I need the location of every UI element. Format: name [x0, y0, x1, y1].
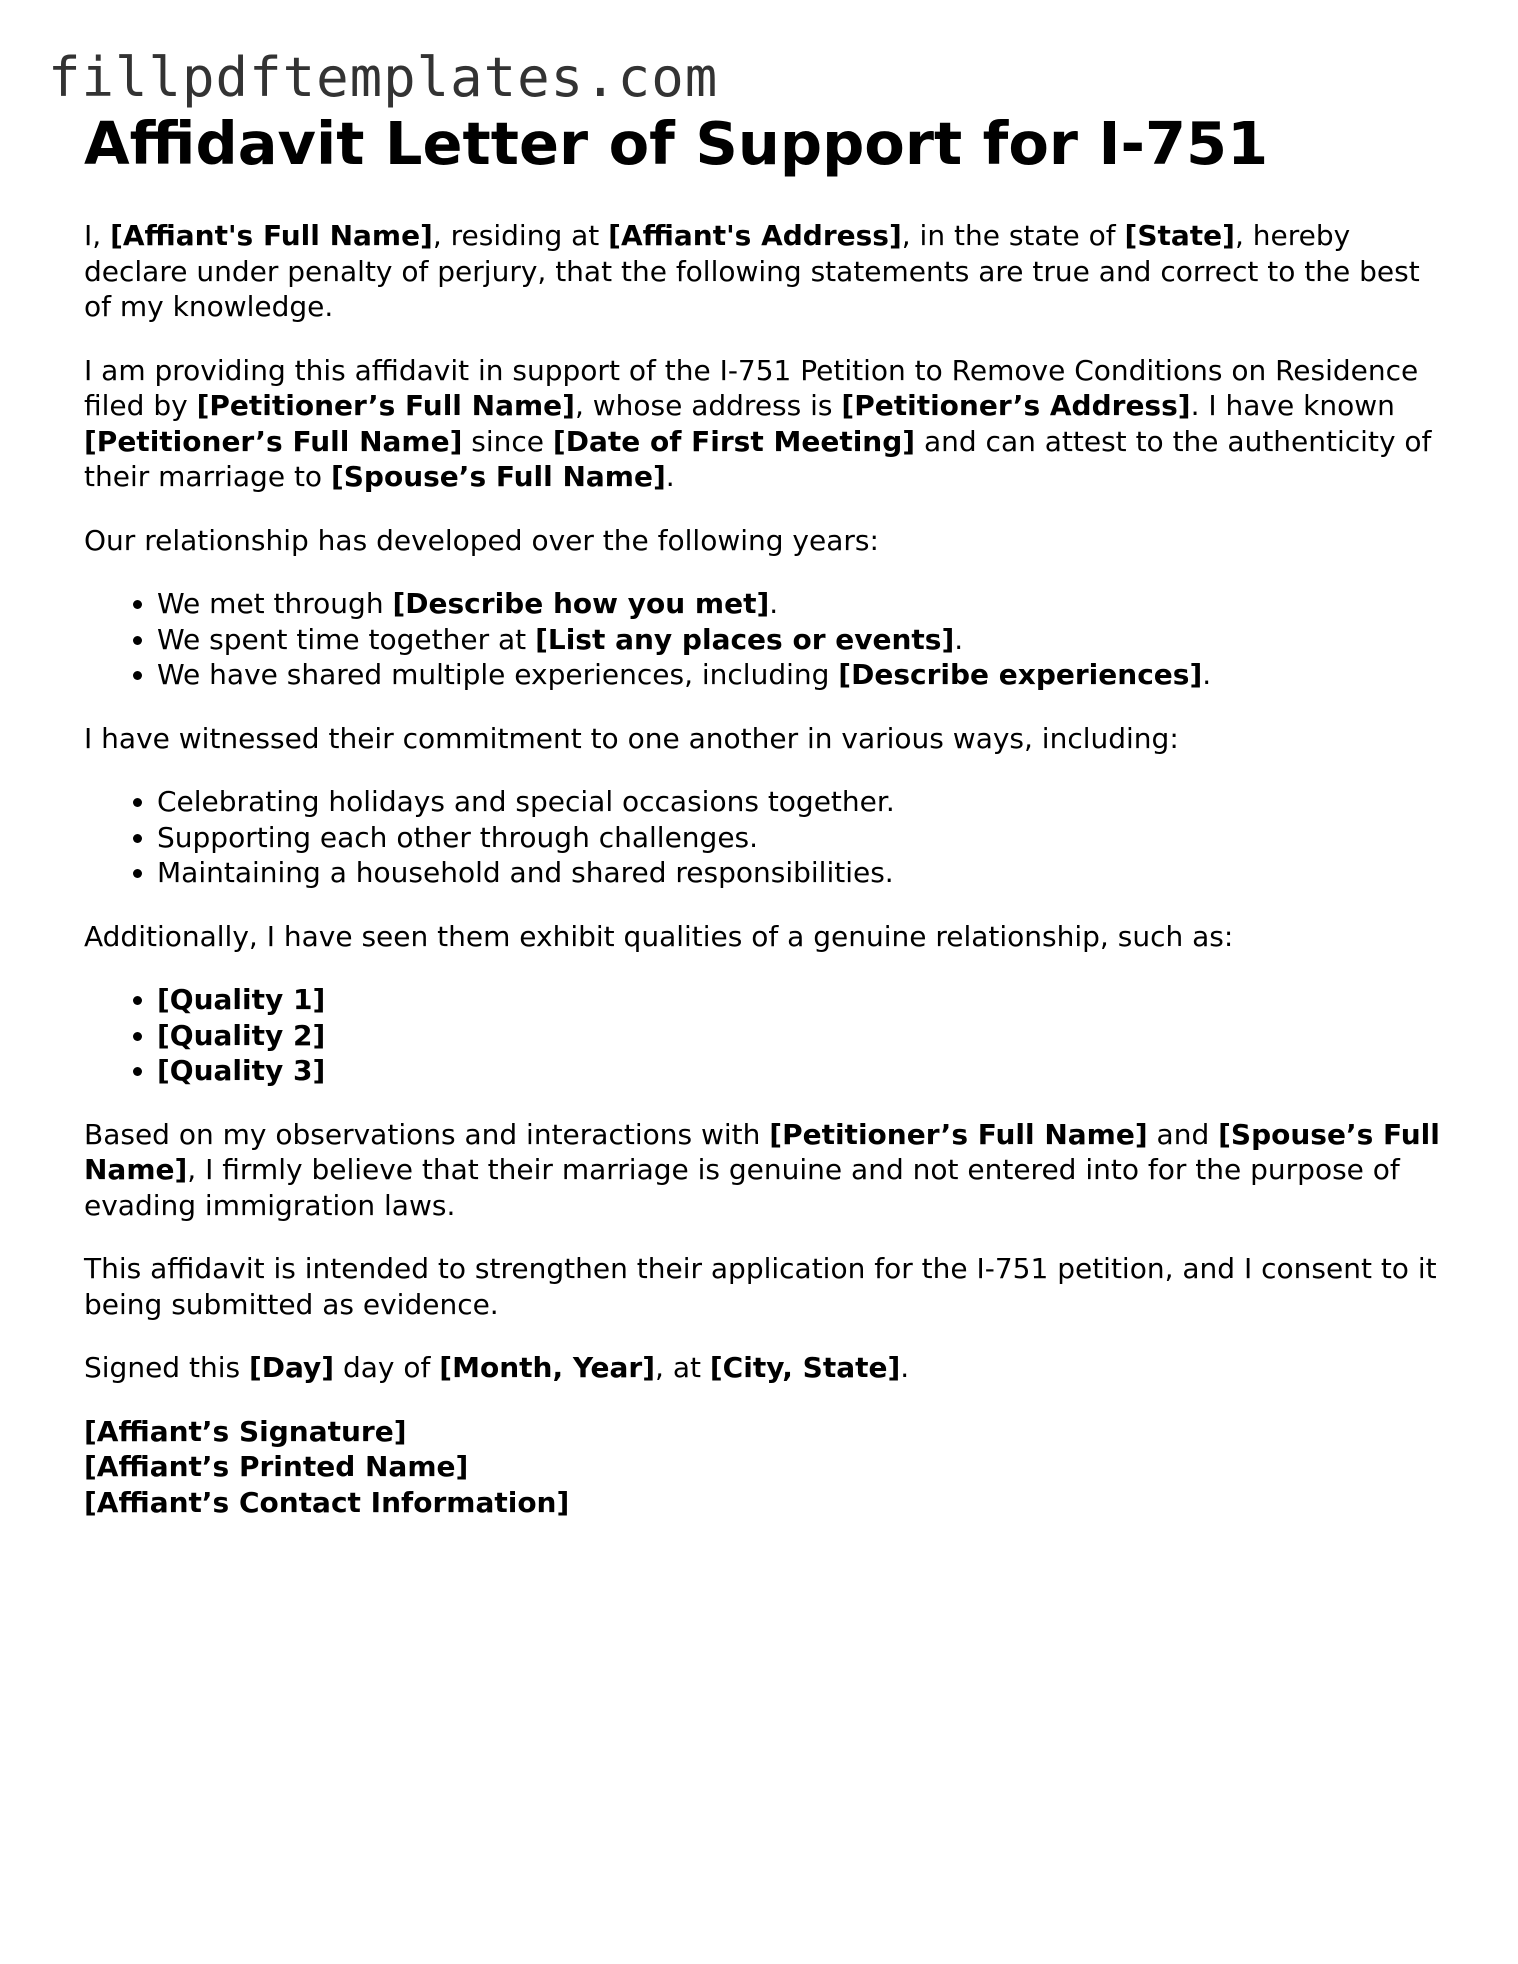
- document-body: [84, 108, 1444, 1520]
- list-item: • We have shared multiple experiences, including [Describe experiences].: [157, 657, 1444, 693]
- state-field: [State]: [1124, 219, 1235, 252]
- petitioner-name-field: [Petitioner’s Full Name]: [84, 424, 463, 458]
- month-year-field: [Month, Year]: [439, 1351, 656, 1384]
- signature-block: [84, 1414, 1444, 1521]
- city-state-field: [City, State]: [709, 1351, 901, 1384]
- affiant-printed-name-field: [Affiant’s Printed Name]: [84, 1450, 469, 1483]
- relationship-paragraph: Our relationship has developed over the following years:: [84, 523, 879, 557]
- day-field: [Day]: [248, 1351, 335, 1384]
- commitment-paragraph: I have witnessed their commitment to one another in various ways, including:: [84, 721, 1179, 755]
- list-item: • Celebrating holidays and special occasions together.: [157, 784, 1444, 820]
- affiant-address-field: [Affiant's Address]: [608, 219, 902, 252]
- list-item: • [Quality 1]: [157, 982, 1444, 1018]
- affiant-signature-field: [Affiant’s Signature]: [84, 1414, 407, 1448]
- qualities-list: [84, 982, 1444, 1089]
- petition-paragraph: I am providing this affidavit in support of the I-751 Petition to Remove Conditions on Residence filed by [Petitioner’s Full Name], whose address is [Petitioner’s Address]. I have known [Petitioner’s Full Name] since [Date of First Meeting] and can attest to the authenticity of their marriage to [Spouse’s Full Name].: [84, 353, 1432, 493]
- site-watermark: fillpdftemplates.com: [48, 46, 719, 109]
- list-item: • Maintaining a household and shared responsibilities.: [157, 855, 1444, 891]
- belief-paragraph: Based on my observations and interactions with [Petitioner’s Full Name] and [Spouse’s Full Name], I firmly believe that their marriage is genuine and not entered into for the purpose of evading immigration laws.: [84, 1117, 1440, 1222]
- relationship-list: [84, 586, 1444, 693]
- consent-paragraph: This affidavit is intended to strengthen their application for the I-751 petition, and I consent to it being submitted as evidence.: [84, 1252, 1437, 1321]
- intro-paragraph: I, [Affiant's Full Name], residing at [Affiant's Address], in the state of [State], hereby declare under penalty of perjury, that the following statements are true and correct to the best of my knowledge.: [84, 219, 1420, 323]
- qualities-paragraph: Additionally, I have seen them exhibit qualities of a genuine relationship, such as:: [84, 919, 1234, 953]
- page-title: Affidavit Letter of Support for I-751: [84, 109, 1269, 178]
- list-item: • Supporting each other through challenges.: [157, 820, 1444, 856]
- petitioner-address-field: [Petitioner’s Address]: [841, 389, 1191, 422]
- affiant-contact-field: [Affiant’s Contact Information]: [84, 1485, 570, 1519]
- list-item: • We spent time together at [List any places or events].: [157, 622, 1444, 658]
- spouse-name-field: [Spouse’s Full Name]: [330, 460, 666, 493]
- first-meeting-field: [Date of First Meeting]: [552, 424, 916, 458]
- affiant-name-field: [Affiant's Full Name]: [110, 219, 433, 252]
- list-item: • [Quality 2]: [157, 1018, 1444, 1054]
- petitioner-name-field: [Petitioner’s Full Name]: [196, 389, 575, 422]
- spouse-name-field: [Spouse’s Full Name]: [84, 1117, 1440, 1186]
- signed-paragraph: Signed this [Day] day of [Month, Year], at [City, State].: [84, 1351, 910, 1384]
- commitment-list: [84, 784, 1444, 891]
- list-item: • [Quality 3]: [157, 1053, 1444, 1089]
- list-item: • We met through [Describe how you met].: [157, 586, 1444, 622]
- petitioner-name-field: [Petitioner’s Full Name]: [769, 1117, 1148, 1151]
